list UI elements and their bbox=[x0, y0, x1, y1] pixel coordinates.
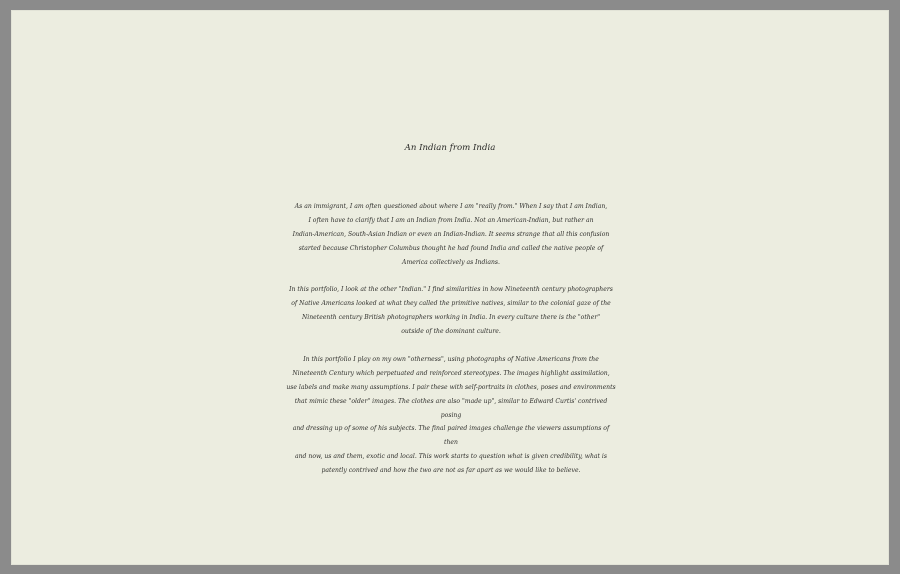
paper-sheet bbox=[11, 10, 889, 565]
paragraph-immigrant: As an immigrant, I am often questioned about where I am "really from." When I say that I am Indian, I often have to clarify that I am an Indian from India. Not an American-Indian, but rather an Indian-American, South-Asian Indian or even an Indian-Indian. It seems strange that all this confusion started because Christopher Columbus thought he had found India and called the native people of America collectively as Indians. bbox=[292, 203, 610, 266]
paragraph-portfolio-other: In this portfolio, I look at the other "Indian." I find similarities in how Nineteenth century photographers of Native Americans looked at what they called the primitive natives, similar to the colonial gaze of the Nineteenth century British photographers working in India. In every culture there is the "other" outside of the dominant culture. bbox=[289, 286, 613, 336]
paragraph-otherness: In this portfolio I play on my own "otherness", using photographs of Native Americans from the Nineteenth Century which perpetuated and reinforced stereotypes. The images highlight assimilation, use labels and make many assumptions. I pair these with self-portraits in clothes, poses and environments that mimic these "older" images. The clothes are also "made up", similar to Edward Curtis' contrived posing and dressing up of some of his subjects. The final paired images challenge the viewers assumptions of then and now, us and them, exotic and local. This work starts to question what is given credibility, what is patently contrived and how the two are not as far apart as we would like to believe. bbox=[286, 355, 616, 475]
document-title: An Indian from India bbox=[404, 143, 496, 153]
body-text bbox=[286, 200, 616, 478]
